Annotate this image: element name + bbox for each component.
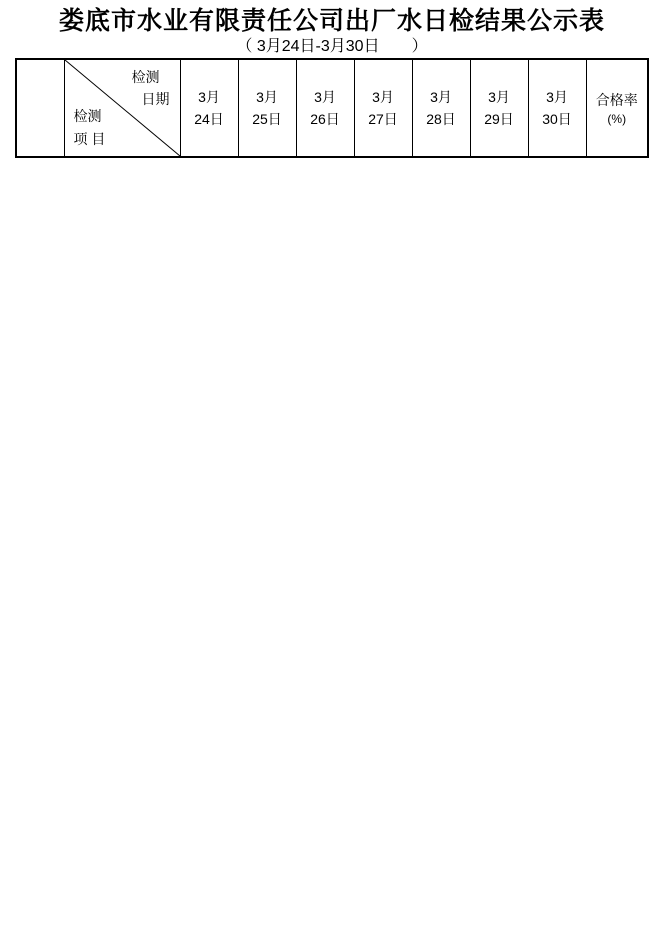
inspection-table: [15, 58, 649, 158]
date-header: [296, 59, 354, 157]
date-header: [354, 59, 412, 157]
date-day: 27日: [368, 111, 398, 127]
date-header: [412, 59, 470, 157]
page-title: 娄底市水业有限责任公司出厂水日检结果公示表: [58, 7, 605, 35]
pass-rate-label: 合格率: [595, 92, 638, 108]
date-day: 24日: [194, 111, 224, 127]
date-range-subtitle: （ 3月24日-3月30日 ）: [236, 38, 428, 55]
date-day: 28日: [426, 111, 456, 127]
header-diagonal-cell: [64, 59, 180, 157]
corner-label-date: 日期: [141, 91, 170, 107]
table-header: [16, 59, 648, 157]
header-row: [16, 59, 648, 157]
corner-label-item: 检测: [73, 108, 102, 124]
header-empty-cell: [16, 59, 64, 157]
date-month: 3月: [256, 89, 278, 105]
date-day: 25日: [252, 111, 282, 127]
date-header: [470, 59, 528, 157]
date-month: 3月: [314, 89, 336, 105]
date-header: [528, 59, 586, 157]
pass-rate-unit: (%): [607, 112, 627, 126]
date-day: 26日: [310, 111, 340, 127]
corner-label-item: 项 目: [73, 131, 106, 147]
date-day: 30日: [542, 111, 572, 127]
date-month: 3月: [546, 89, 568, 105]
date-header: [238, 59, 296, 157]
date-month: 3月: [198, 89, 220, 105]
date-day: 29日: [484, 111, 514, 127]
date-header: [180, 59, 238, 157]
date-month: 3月: [430, 89, 452, 105]
date-month: 3月: [488, 89, 510, 105]
date-month: 3月: [372, 89, 394, 105]
corner-label-date: 检测: [131, 69, 160, 85]
pass-rate-header: [586, 59, 648, 157]
